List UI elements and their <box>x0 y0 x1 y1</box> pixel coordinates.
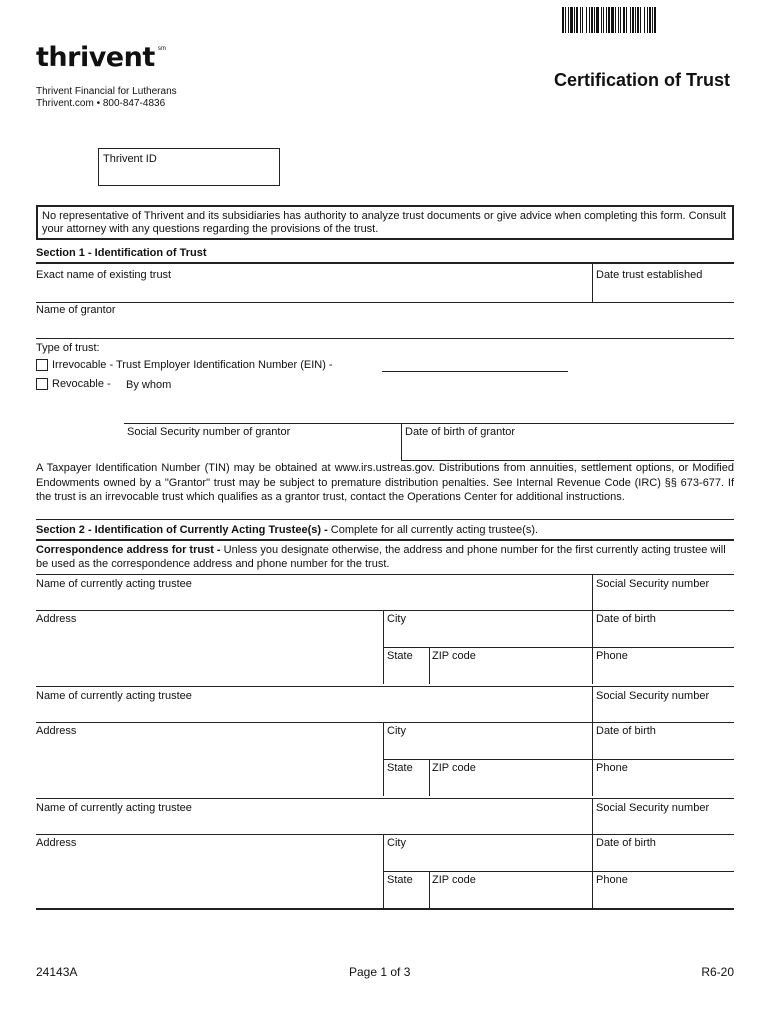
irrevocable-label: Irrevocable - Trust Employer Identification Number (EIN) - <box>52 359 333 371</box>
barcode-bar <box>626 7 627 33</box>
trustee-phone-label: Phone <box>596 650 628 662</box>
notice-text: No representative of Thrivent and its subsidiaries has authority to analyze trust documents or give advice when completing this form. Consult your attorney with any questions regarding the provisions of the trust. <box>42 210 726 235</box>
tin-note <box>36 461 734 505</box>
thrivent-id-label: Thrivent ID <box>103 153 157 165</box>
org-contact: Thrivent.com • 800-847-4836 <box>36 98 166 109</box>
barcode-bar <box>647 7 648 33</box>
barcode-bar <box>589 7 590 33</box>
by-whom-field[interactable] <box>124 378 734 423</box>
barcode-bar <box>570 7 573 33</box>
trustee-city-field[interactable] <box>384 835 592 871</box>
barcode-bar <box>601 7 602 33</box>
divider <box>36 519 734 520</box>
trustee-city-field[interactable] <box>384 723 592 759</box>
barcode-bar <box>594 7 595 33</box>
trustee-city-label: City <box>387 613 406 625</box>
trustee-address-label: Address <box>36 613 77 625</box>
correspondence-bold: Correspondence address for trust - <box>36 544 221 556</box>
section2-heading-bold: Section 2 - Identification of Currently Acting Trustee(s) - <box>36 524 328 536</box>
barcode-bar <box>574 7 575 33</box>
correspondence-note <box>36 543 734 571</box>
trustee-state-label: State <box>387 762 413 774</box>
barcode-bar <box>615 7 616 33</box>
ein-field[interactable] <box>382 371 568 372</box>
barcode-bar <box>576 7 578 33</box>
barcode-bar <box>649 7 651 33</box>
trustee-ssn-label: Social Security number <box>596 690 710 702</box>
form-number: 24143A <box>36 965 78 979</box>
barcode-bar <box>644 7 645 33</box>
section2-heading-rest: Complete for all currently acting trustee(s). <box>327 524 539 536</box>
logo-text: thrivent <box>36 42 155 73</box>
barcode-bar <box>652 7 653 33</box>
trustee-address-field[interactable] <box>36 835 383 909</box>
barcode-bar <box>640 7 641 33</box>
barcode-bar <box>596 7 599 33</box>
trustee-address-field[interactable] <box>36 723 383 797</box>
page-number: Page 1 of 3 <box>349 965 411 979</box>
barcode-bar <box>606 7 607 33</box>
section2-rule <box>36 539 734 541</box>
trustee-dob-label: Date of birth <box>596 613 656 625</box>
divider <box>36 338 734 339</box>
barcode-bar <box>632 7 634 33</box>
trustee-dob-label: Date of birth <box>596 837 656 849</box>
trust-name-label: Exact name of existing trust <box>36 269 172 281</box>
thrivent-logo <box>36 42 166 73</box>
irrevocable-checkbox[interactable] <box>36 359 48 371</box>
trustee-name-label: Name of currently acting trustee <box>36 578 192 590</box>
grantor-name-field[interactable] <box>36 303 734 338</box>
barcode-bar <box>654 7 656 33</box>
barcode-bar <box>591 7 593 33</box>
notice-box <box>36 205 734 240</box>
barcode-bar <box>608 7 610 33</box>
trust-type-label: Type of trust: <box>36 342 100 354</box>
revocable-checkbox[interactable] <box>36 378 48 390</box>
by-whom-label: By whom <box>126 379 172 391</box>
trustee-address-label: Address <box>36 725 77 737</box>
trustee-phone-label: Phone <box>596 874 628 886</box>
trustee-ssn-label: Social Security number <box>596 802 710 814</box>
trustee-address-label: Address <box>36 837 77 849</box>
correspondence-rest: Unless you designate otherwise, the address and phone number for the first currently acting trustee will be used as the correspondence address and phone number for the trust. <box>36 544 726 570</box>
barcode-bar <box>635 7 636 33</box>
barcode-bar <box>580 7 581 33</box>
org-name: Thrivent Financial for Lutherans <box>36 86 177 97</box>
barcode-bar <box>623 7 625 33</box>
trustee-city-label: City <box>387 837 406 849</box>
section1-heading: Section 1 - Identification of Trust <box>36 247 207 259</box>
revision: R6-20 <box>701 965 734 979</box>
trustee-ssn-label: Social Security number <box>596 578 710 590</box>
barcode-bar <box>611 7 614 33</box>
grantor-name-label: Name of grantor <box>36 304 116 316</box>
trustee-name-label: Name of currently acting trustee <box>36 690 192 702</box>
barcode-bar <box>620 7 621 33</box>
grantor-ssn-label: Social Security number of grantor <box>127 426 291 438</box>
tin-note-text: A Taxpayer Identification Number (TIN) may be obtained at www.irs.ustreas.gov. Distributions from annuities, settlement options, or Modified Endowments owned by a "Grantor" trust may be subject to premature distribution penalties. See Internal Revenue Code (IRC) §§ 673-677. If the trust is an irrevocable trust which qualifies as a grantor trust, contact the Operations Center for additional instructions. <box>36 462 734 503</box>
grantor-dob-label: Date of birth of grantor <box>405 426 516 438</box>
trustee-city-field[interactable] <box>384 611 592 647</box>
barcode <box>562 7 734 33</box>
trustee-zip-label: ZIP code <box>432 650 476 662</box>
trustee-address-field[interactable] <box>36 611 383 685</box>
barcode-bar <box>562 7 564 33</box>
barcode-bar <box>630 7 631 33</box>
logo-mark: sm <box>157 46 166 52</box>
barcode-bar <box>565 7 566 33</box>
barcode-bar <box>618 7 619 33</box>
trustee-phone-label: Phone <box>596 762 628 774</box>
thrivent-id-field[interactable] <box>98 148 280 186</box>
trustee-zip-label: ZIP code <box>432 874 476 886</box>
revocable-label: Revocable - <box>52 378 111 390</box>
barcode-bar <box>603 7 604 33</box>
trustee-dob-label: Date of birth <box>596 725 656 737</box>
barcode-bar <box>586 7 587 33</box>
barcode-bar <box>637 7 639 33</box>
trustee-name-label: Name of currently acting trustee <box>36 802 192 814</box>
date-established-label: Date trust established <box>596 269 703 281</box>
form-title: Certification of Trust <box>553 70 730 90</box>
trustee-city-label: City <box>387 725 406 737</box>
section2-heading <box>36 524 538 537</box>
barcode-bar <box>568 7 569 33</box>
trustee-zip-label: ZIP code <box>432 762 476 774</box>
divider <box>36 908 734 910</box>
trustee-state-label: State <box>387 650 413 662</box>
barcode-bar <box>582 7 583 33</box>
trustee-state-label: State <box>387 874 413 886</box>
